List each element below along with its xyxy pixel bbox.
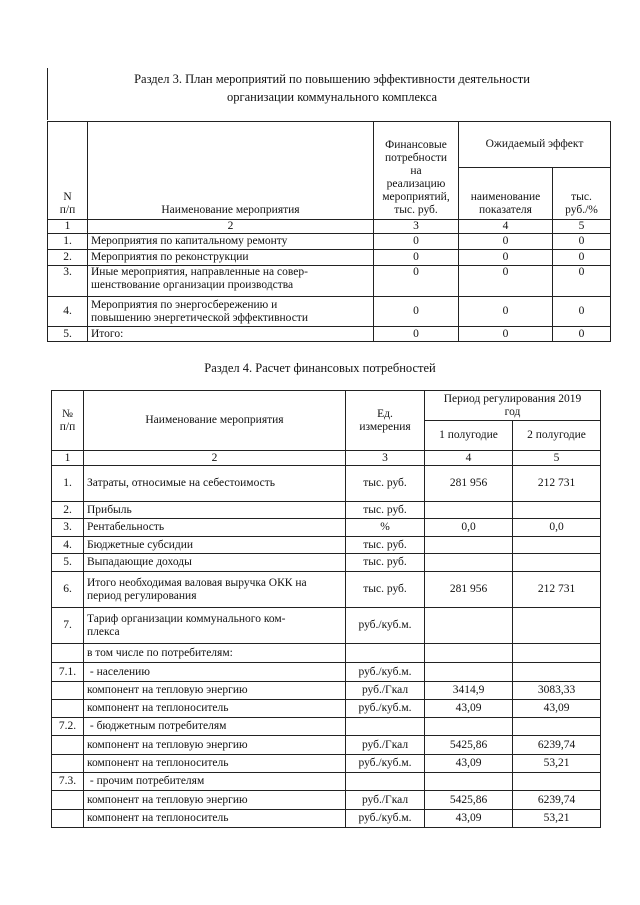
s4-row-name: Затраты, относимые на себестоимость	[84, 466, 346, 502]
table-row	[48, 297, 611, 327]
s3-colnum: 4	[459, 220, 553, 234]
s4-row-unit: руб./Гкал	[346, 682, 425, 700]
s3-row-name: Иные мероприятия, направленные на совер- шенствование организации производства	[88, 266, 374, 297]
s4-row-h2	[513, 644, 601, 663]
s4-row-unit: тыс. руб.	[346, 466, 425, 502]
s4-row-h2: 3083,33	[513, 682, 601, 700]
s4-header-unit: Ед. измерения	[346, 391, 425, 451]
s4-row-h1: 43,09	[425, 700, 513, 718]
s4-row-name: Итого необходимая валовая выручка ОКК на период регулирования	[84, 572, 346, 608]
s3-row-name: Мероприятия по капитальному ремонту	[88, 234, 374, 250]
s3-row-finance: 0	[374, 297, 459, 327]
s4-header-period: Период регулирования 2019 год	[425, 391, 601, 421]
s4-row-name: компонент на тепловую энергию	[84, 682, 346, 700]
s4-row-h1	[425, 644, 513, 663]
s4-row-h1	[425, 537, 513, 554]
table-row	[52, 736, 601, 755]
s4-row-h1	[425, 663, 513, 682]
s4-row-h1: 5425,86	[425, 736, 513, 755]
s4-colnum: 4	[425, 451, 513, 466]
s4-row-num	[52, 755, 84, 773]
s4-row-name: Бюджетные субсидии	[84, 537, 346, 554]
s4-colnum: 1	[52, 451, 84, 466]
s4-row-h1	[425, 773, 513, 791]
table-row	[52, 519, 601, 537]
s4-row-unit: тыс. руб.	[346, 572, 425, 608]
table-row	[52, 755, 601, 773]
table-row	[52, 466, 601, 502]
s3-row-name: Мероприятия по реконструкции	[88, 250, 374, 266]
s3-row-indicator: 0	[459, 234, 553, 250]
section4-table	[51, 390, 601, 828]
s4-row-num: 5.	[52, 554, 84, 572]
s4-row-h2	[513, 608, 601, 644]
s4-colnum: 3	[346, 451, 425, 466]
s4-row-unit: тыс. руб.	[346, 502, 425, 519]
table-row	[52, 554, 601, 572]
s4-row-name: компонент на теплоноситель	[84, 700, 346, 718]
s4-row-h2	[513, 502, 601, 519]
s3-colnum: 2	[88, 220, 374, 234]
s4-row-name: компонент на тепловую энергию	[84, 736, 346, 755]
s4-row-name: - прочим потребителям	[84, 773, 346, 791]
s4-row-h1: 5425,86	[425, 791, 513, 810]
s3-colnum: 3	[374, 220, 459, 234]
s3-row-indicator: 0	[459, 266, 553, 297]
s3-colnum: 5	[553, 220, 611, 234]
s4-row-unit: руб./куб.м.	[346, 810, 425, 828]
s4-row-name: Тариф организации коммунального ком- плекса	[84, 608, 346, 644]
s4-row-num: 7.	[52, 608, 84, 644]
s3-row-unit: 0	[553, 327, 611, 342]
table-row	[52, 644, 601, 663]
s3-row-finance: 0	[374, 250, 459, 266]
s4-row-unit: руб./куб.м.	[346, 663, 425, 682]
s4-row-h2: 53,21	[513, 810, 601, 828]
s4-row-num	[52, 644, 84, 663]
s3-header-finance: Финансовые потребности на реализацию мероприятий, тыс. руб.	[374, 122, 459, 220]
s3-row-indicator: 0	[459, 250, 553, 266]
s4-row-unit: руб./куб.м.	[346, 700, 425, 718]
s4-row-unit: руб./Гкал	[346, 791, 425, 810]
s4-row-h2: 53,21	[513, 755, 601, 773]
s4-row-unit: %	[346, 519, 425, 537]
s3-row-unit: 0	[553, 250, 611, 266]
s4-row-unit	[346, 718, 425, 736]
s3-row-num: 5.	[48, 327, 88, 342]
s3-row-finance: 0	[374, 234, 459, 250]
s4-row-unit: руб./куб.м.	[346, 755, 425, 773]
s4-row-h2: 0,0	[513, 519, 601, 537]
table-row	[52, 791, 601, 810]
s4-header-h2: 2 полугодие	[513, 421, 601, 451]
s4-row-unit: руб./куб.м.	[346, 608, 425, 644]
table-row	[48, 250, 611, 266]
s4-row-h1	[425, 608, 513, 644]
section3-title-line2: организации коммунального комплекса	[226, 90, 438, 104]
s4-row-name: Выпадающие доходы	[84, 554, 346, 572]
s4-row-h1: 0,0	[425, 519, 513, 537]
table-row	[52, 608, 601, 644]
table-row	[52, 773, 601, 791]
table-row	[48, 234, 611, 250]
section3-title-line1: Раздел 3. План мероприятий по повышению эффективности деятельности	[134, 72, 530, 86]
s4-row-num: 2.	[52, 502, 84, 519]
s3-row-name: Мероприятия по энергосбережению и повышению энергетической эффективности	[88, 297, 374, 327]
s4-row-h1	[425, 502, 513, 519]
s4-row-name: в том числе по потребителям:	[84, 644, 346, 663]
s4-header-name: Наименование мероприятия	[84, 391, 346, 451]
s4-row-name: Рентабельность	[84, 519, 346, 537]
s4-header-h1: 1 полугодие	[425, 421, 513, 451]
s4-row-unit: руб./Гкал	[346, 736, 425, 755]
s3-row-indicator: 0	[459, 327, 553, 342]
s4-row-h2	[513, 718, 601, 736]
table-row	[52, 537, 601, 554]
s4-row-h2: 212 731	[513, 466, 601, 502]
s4-row-unit	[346, 773, 425, 791]
s4-row-h1: 3414,9	[425, 682, 513, 700]
section4-title: Раздел 4. Расчет финансовых потребностей	[204, 361, 436, 375]
s4-row-name: - бюджетным потребителям	[84, 718, 346, 736]
section3-table	[47, 121, 611, 342]
s4-row-h1	[425, 718, 513, 736]
s3-row-unit: 0	[553, 266, 611, 297]
s3-row-name: Итого:	[88, 327, 374, 342]
s4-row-h1: 43,09	[425, 810, 513, 828]
s4-header-num: № п/п	[52, 391, 84, 451]
table-row	[52, 682, 601, 700]
table-row	[52, 810, 601, 828]
table-row	[52, 700, 601, 718]
s4-colnum: 2	[84, 451, 346, 466]
s3-row-num: 4.	[48, 297, 88, 327]
s4-row-h2	[513, 663, 601, 682]
s3-row-finance: 0	[374, 266, 459, 297]
s4-row-name: - населению	[84, 663, 346, 682]
s4-row-h1	[425, 554, 513, 572]
s3-header-effect: Ожидаемый эффект	[459, 122, 611, 168]
s4-row-h2	[513, 554, 601, 572]
section3-title	[52, 70, 612, 106]
table-row	[52, 663, 601, 682]
s4-row-num: 7.2.	[52, 718, 84, 736]
s4-row-num: 7.3.	[52, 773, 84, 791]
s4-row-num: 6.	[52, 572, 84, 608]
s4-row-h1: 281 956	[425, 572, 513, 608]
s4-row-h1: 281 956	[425, 466, 513, 502]
s3-header-num: N п/п	[48, 122, 88, 220]
s3-colnum: 1	[48, 220, 88, 234]
s3-row-num: 3.	[48, 266, 88, 297]
s4-row-num: 1.	[52, 466, 84, 502]
s3-row-num: 2.	[48, 250, 88, 266]
s4-row-unit: тыс. руб.	[346, 537, 425, 554]
s4-row-num	[52, 810, 84, 828]
table-row	[52, 572, 601, 608]
s4-row-num	[52, 736, 84, 755]
s4-row-name: компонент на теплоноситель	[84, 810, 346, 828]
table-row	[52, 502, 601, 519]
s3-row-unit: 0	[553, 234, 611, 250]
s4-row-h2: 6239,74	[513, 791, 601, 810]
s3-row-indicator: 0	[459, 297, 553, 327]
s3-row-num: 1.	[48, 234, 88, 250]
s4-row-num	[52, 700, 84, 718]
s4-row-unit: тыс. руб.	[346, 554, 425, 572]
s4-row-name: компонент на тепловую энергию	[84, 791, 346, 810]
left-margin-rule	[47, 68, 48, 120]
s4-row-h2	[513, 773, 601, 791]
s3-column-numbers	[48, 220, 611, 234]
table-row	[48, 327, 611, 342]
s3-header-name: Наименование мероприятия	[88, 122, 374, 220]
s4-row-num	[52, 791, 84, 810]
s4-row-h2: 6239,74	[513, 736, 601, 755]
s4-row-h2	[513, 537, 601, 554]
s3-row-unit: 0	[553, 297, 611, 327]
table-row	[52, 718, 601, 736]
s4-row-num: 7.1.	[52, 663, 84, 682]
s4-row-num: 3.	[52, 519, 84, 537]
s3-header-unit: тыс. руб./%	[553, 168, 611, 220]
s4-row-num	[52, 682, 84, 700]
s4-row-h2: 43,09	[513, 700, 601, 718]
s4-row-name: Прибыль	[84, 502, 346, 519]
s4-colnum: 5	[513, 451, 601, 466]
s4-row-h2: 212 731	[513, 572, 601, 608]
s4-row-name: компонент на теплоноситель	[84, 755, 346, 773]
s4-column-numbers	[52, 451, 601, 466]
s3-row-finance: 0	[374, 327, 459, 342]
table-row	[48, 266, 611, 297]
s4-row-num: 4.	[52, 537, 84, 554]
s4-row-h1: 43,09	[425, 755, 513, 773]
s3-header-indicator: наименование показателя	[459, 168, 553, 220]
s4-row-unit	[346, 644, 425, 663]
